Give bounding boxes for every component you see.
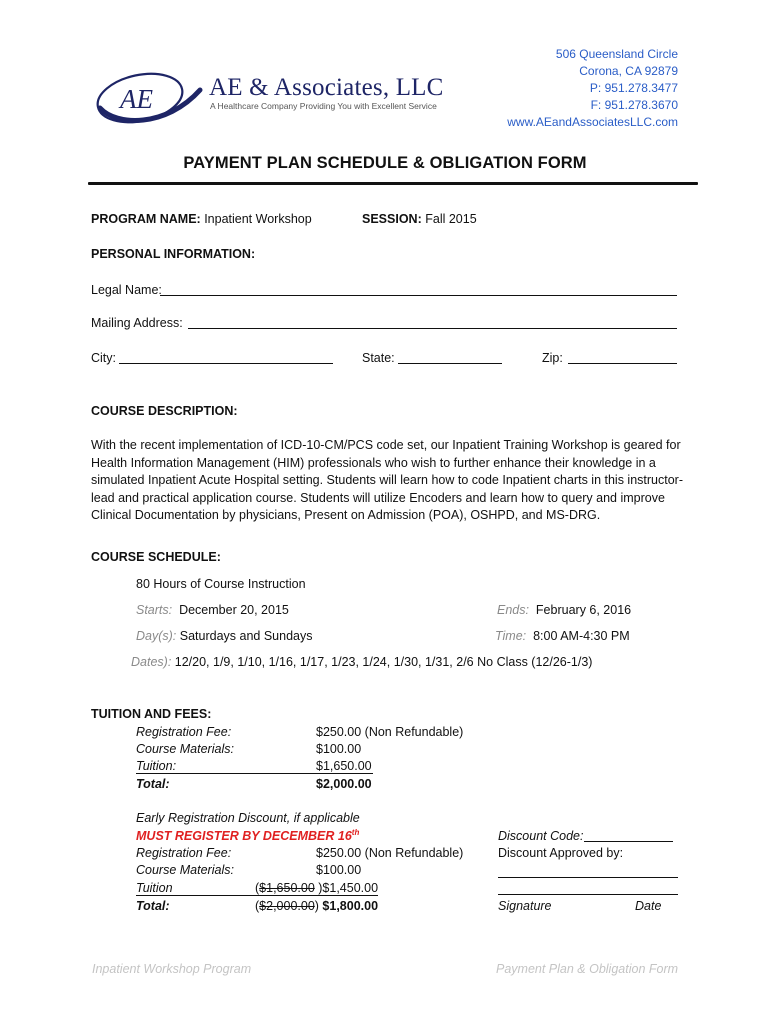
starts-row xyxy=(136,603,289,617)
dates-value: 12/20, 1/9, 1/10, 1/16, 1/17, 1/23, 1/24, 1/30, 1/31, 2/6 xyxy=(174,655,474,669)
early-tuition-value: ($1,650.00 )$1,450.00 xyxy=(255,881,379,895)
address-line-1: 506 Queensland Circle xyxy=(555,47,678,61)
tuition-label: Tuition: xyxy=(136,759,177,773)
legal-name-field[interactable] xyxy=(160,295,677,296)
mailing-address-label: Mailing Address: xyxy=(91,316,183,330)
discount-approved-label: Discount Approved by: xyxy=(498,846,624,860)
ends-value: February 6, 2016 xyxy=(535,603,632,617)
program-name-row xyxy=(91,212,312,226)
early-tuition-underline xyxy=(136,895,378,896)
zip-label: Zip: xyxy=(542,351,563,365)
fax-number: F: 951.278.3670 xyxy=(590,98,678,112)
state-field[interactable] xyxy=(398,363,502,364)
mailing-address-field[interactable] xyxy=(188,328,677,329)
discount-approved-field[interactable] xyxy=(498,877,678,878)
time-value: 8:00 AM-4:30 PM xyxy=(533,629,630,643)
session-value: Fall 2015 xyxy=(425,212,477,226)
tuition-heading: TUITION AND FEES: xyxy=(91,707,212,721)
course-schedule-heading: COURSE SCHEDULE: xyxy=(91,550,221,564)
days-value: Saturdays and Sundays xyxy=(179,629,313,643)
time-row xyxy=(495,629,630,643)
city-field[interactable] xyxy=(119,363,333,364)
course-description-text: With the recent implementation of ICD-10-CM/PCS code set, our Inpatient Training Workshop is geared for Health Information Management (HIM) professionals who wish to further enhance their knowledge in a simulated Inpatient Acute Hospital setting. Students will learn how to code Inpatient charts in this instructor-lead and practical application course. Students will utilize Encoders and learn how to query and improve Clinical Documentation by physicians, Present on Admission (POA), OSHPD, and MS-DRG. xyxy=(91,438,683,522)
discount-code-field[interactable] xyxy=(584,841,673,842)
form-title: PAYMENT PLAN SCHEDULE & OBLIGATION FORM xyxy=(183,154,587,172)
time-label: Time: xyxy=(495,629,527,643)
early-tuition-old: $1,650.00 xyxy=(259,881,315,895)
company-tagline: A Healthcare Company Providing You with Excellent Service xyxy=(210,101,437,111)
early-total-old: $2,000.00 xyxy=(259,899,315,913)
company-name: AE & Associates, LLC xyxy=(209,74,444,101)
footer-right: Payment Plan & Obligation Form xyxy=(496,962,679,976)
website-link[interactable]: www.AEandAssociatesLLC.com xyxy=(507,115,678,129)
footer-left: Inpatient Workshop Program xyxy=(92,962,252,976)
early-deadline xyxy=(136,828,359,843)
course-materials-label: Course Materials: xyxy=(136,742,234,756)
course-hours: 80 Hours of Course Instruction xyxy=(136,577,306,591)
logo-monogram: AE xyxy=(120,84,153,114)
session-row xyxy=(362,212,477,226)
personal-info-heading: PERSONAL INFORMATION: xyxy=(91,247,256,261)
early-discount-heading: Early Registration Discount, if applicable xyxy=(136,811,360,825)
days-row xyxy=(136,629,313,643)
total-value: $2,000.00 xyxy=(316,777,372,791)
early-registration-fee-label: Registration Fee: xyxy=(136,846,232,860)
dates-label: Dates): xyxy=(131,655,172,669)
total-label: Total: xyxy=(136,777,170,791)
ends-label: Ends: xyxy=(497,603,529,617)
signature-label: Signature xyxy=(498,899,552,913)
starts-label: Starts: xyxy=(136,603,173,617)
no-class-note: No Class (12/26-1/3) xyxy=(477,655,593,669)
ends-row xyxy=(497,603,631,617)
days-label: Day(s): xyxy=(136,629,177,643)
phone-number: P: 951.278.3477 xyxy=(589,81,678,95)
early-deadline-text: MUST REGISTER BY DECEMBER 16 xyxy=(136,829,352,844)
early-course-materials-label: Course Materials: xyxy=(136,863,234,877)
registration-fee-value: $250.00 (Non Refundable) xyxy=(316,725,464,739)
tuition-underline xyxy=(136,773,373,774)
tuition-value: $1,650.00 xyxy=(316,759,372,773)
contact-block xyxy=(507,46,678,131)
company-logo-emblem xyxy=(96,64,208,134)
early-total-label: Total: xyxy=(136,899,170,913)
early-registration-fee-value: $250.00 (Non Refundable) xyxy=(316,846,464,860)
program-name-label: PROGRAM NAME: xyxy=(91,212,201,226)
zip-field[interactable] xyxy=(568,363,677,364)
course-description-heading: COURSE DESCRIPTION: xyxy=(91,404,238,418)
program-name-value: Inpatient Workshop xyxy=(204,212,312,226)
early-tuition-label: Tuition xyxy=(136,881,173,895)
registration-fee-label: Registration Fee: xyxy=(136,725,232,739)
legal-name-label: Legal Name: xyxy=(91,283,162,297)
course-materials-value: $100.00 xyxy=(316,742,362,756)
starts-value: December 20, 2015 xyxy=(179,603,289,617)
state-label: State: xyxy=(362,351,395,365)
address-line-2: Corona, CA 92879 xyxy=(579,64,678,78)
city-label: City: xyxy=(91,351,116,365)
dates-row xyxy=(131,655,592,669)
session-label: SESSION: xyxy=(362,212,422,226)
signature-field[interactable] xyxy=(498,894,678,895)
early-deadline-sup: th xyxy=(351,828,360,837)
early-course-materials-value: $100.00 xyxy=(316,863,362,877)
date-label: Date xyxy=(635,899,662,913)
early-total-value: ($2,000.00) $1,800.00 xyxy=(255,899,379,913)
early-tuition-new: $1,450.00 xyxy=(322,881,379,895)
title-divider xyxy=(88,182,698,185)
early-total-new: $1,800.00 xyxy=(322,899,379,913)
discount-code-label: Discount Code: xyxy=(498,829,584,843)
